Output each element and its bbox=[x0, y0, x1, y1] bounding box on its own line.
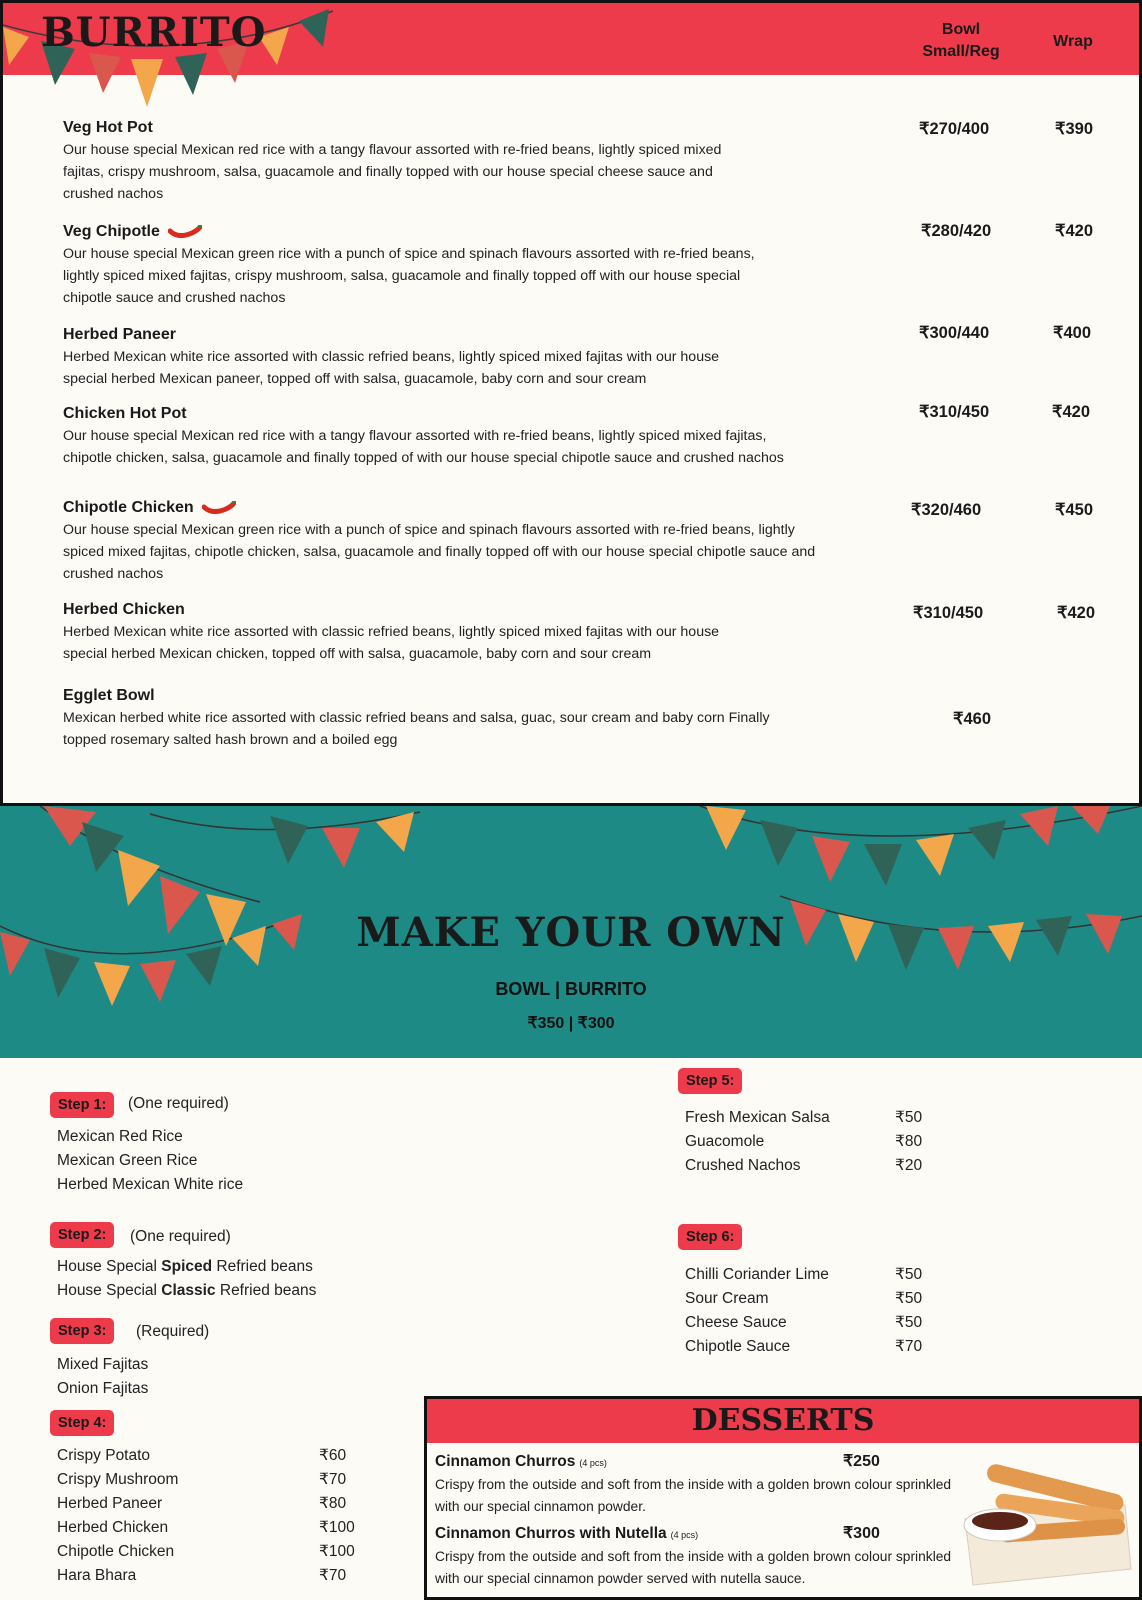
step-2-badge: Step 2: bbox=[50, 1222, 114, 1248]
option-price: ₹50 bbox=[895, 1314, 923, 1331]
bowl-price: ₹280/420 bbox=[921, 222, 992, 240]
option-emphasis: Classic bbox=[161, 1282, 216, 1299]
step-3-badge: Step 3: bbox=[50, 1318, 114, 1344]
list-item bbox=[57, 1540, 357, 1564]
list-item bbox=[685, 1106, 945, 1130]
dessert-qty: (4 pcs) bbox=[670, 1530, 699, 1540]
list-item bbox=[57, 1492, 357, 1516]
step-2-note: (One required) bbox=[130, 1228, 231, 1245]
option-name: Crushed Nachos bbox=[685, 1157, 801, 1174]
item-name: Chicken Hot Pot bbox=[63, 405, 187, 422]
dessert-name: Cinnamon Churros with Nutella bbox=[435, 1525, 667, 1542]
menu-item bbox=[63, 685, 823, 751]
option-price: ₹80 bbox=[319, 1495, 347, 1512]
dessert-name: Cinnamon Churros bbox=[435, 1453, 576, 1470]
step-5-badge: Step 5: bbox=[678, 1068, 742, 1094]
dessert-qty: (4 pcs) bbox=[579, 1458, 607, 1468]
item-name: Chipotle Chicken bbox=[63, 499, 194, 516]
make-your-own-subtitle: BOWL | BURRITO bbox=[495, 979, 647, 999]
burrito-title: BURRITO bbox=[41, 9, 267, 56]
desserts-section bbox=[424, 1396, 1142, 1600]
item-name: Herbed Paneer bbox=[63, 326, 176, 343]
list-item bbox=[57, 1468, 357, 1492]
list-item: Herbed Mexican White rice bbox=[57, 1176, 244, 1193]
item-description: Herbed Mexican white rice assorted with classic refried beans, lightly spiced mixed fajitas with our house special herbed Mexican paneer, topped off with salsa, guacamole, baby corn and sour cream bbox=[63, 349, 720, 387]
make-your-own-title: MAKE YOUR OWN bbox=[356, 909, 786, 956]
step-5-options bbox=[685, 1106, 945, 1178]
step-1-badge: Step 1: bbox=[50, 1092, 114, 1118]
item-name-row bbox=[63, 497, 823, 519]
menu-item bbox=[63, 117, 823, 205]
item-description: Our house special Mexican green rice with a punch of spice and spinach flavours assorted with re-fried beans, lightly spiced mixed fajitas, crispy mushroom, salsa, guacamole and finally topped off with our house special chipotle sauce and crushed nachos bbox=[63, 246, 755, 306]
item-description: Herbed Mexican white rice assorted with classic refried beans, lightly spiced mixed fajitas with our house special herbed Mexican chicken, topped off with salsa, guacamole, baby corn and sour cream bbox=[63, 624, 720, 662]
option-text: House Special bbox=[57, 1282, 162, 1299]
list-item: Mixed Fajitas bbox=[57, 1356, 149, 1373]
dessert-description: Crispy from the outside and soft from the inside with a golden brown colour sprinkled with our special cinnamon powder served with nutella sauce. bbox=[435, 1549, 952, 1586]
bowl-price: ₹460 bbox=[953, 710, 992, 728]
item-name: Veg Hot Pot bbox=[63, 119, 153, 136]
item-description: Our house special Mexican red rice with a tangy flavour assorted with re-fried beans, lightly spiced mixed fajitas, crispy mushroom, salsa, guacamole and finally topped with our house special cheese sauce and crushed nachos bbox=[63, 142, 722, 202]
churros-illustration bbox=[955, 1449, 1135, 1589]
list-item bbox=[685, 1130, 945, 1154]
option-text: Refried beans bbox=[212, 1258, 313, 1275]
option-name: Crispy Mushroom bbox=[57, 1471, 179, 1488]
bowl-price: ₹320/460 bbox=[911, 501, 982, 519]
step-3-options bbox=[57, 1353, 148, 1401]
option-price: ₹20 bbox=[895, 1157, 923, 1174]
option-price: ₹70 bbox=[319, 1567, 347, 1584]
option-name: Fresh Mexican Salsa bbox=[685, 1109, 830, 1126]
option-price: ₹70 bbox=[319, 1471, 347, 1488]
option-price: ₹80 bbox=[895, 1133, 923, 1150]
make-your-own-prices: ₹350 | ₹300 bbox=[527, 1015, 615, 1032]
list-item bbox=[57, 1279, 316, 1303]
option-name: Crispy Potato bbox=[57, 1447, 151, 1464]
wrap-column-header: Wrap bbox=[1053, 33, 1093, 50]
wrap-price: ₹400 bbox=[1053, 324, 1092, 342]
dessert-description: Crispy from the outside and soft from the inside with a golden brown colour sprinkled with our special cinnamon powder. bbox=[435, 1477, 952, 1514]
dessert-price: ₹250 bbox=[843, 1453, 880, 1470]
option-price: ₹50 bbox=[895, 1290, 923, 1307]
option-name: Chipotle Chicken bbox=[57, 1543, 175, 1560]
wrap-price: ₹420 bbox=[1057, 604, 1096, 622]
wrap-price: ₹420 bbox=[1055, 222, 1094, 240]
list-item: Mexican Green Rice bbox=[57, 1152, 198, 1169]
item-name: Herbed Chicken bbox=[63, 601, 185, 618]
list-item bbox=[685, 1263, 945, 1287]
option-name: Guacomole bbox=[685, 1133, 765, 1150]
option-name: Chilli Coriander Lime bbox=[685, 1266, 829, 1283]
step-4-badge: Step 4: bbox=[50, 1410, 114, 1436]
option-price: ₹70 bbox=[895, 1338, 923, 1355]
bowl-column-header bbox=[911, 19, 1011, 63]
list-item bbox=[685, 1287, 945, 1311]
list-item: Mexican Red Rice bbox=[57, 1128, 183, 1145]
bowl-price: ₹270/400 bbox=[919, 120, 990, 138]
option-price: ₹50 bbox=[895, 1109, 923, 1126]
menu-item bbox=[63, 599, 823, 665]
option-name: Herbed Paneer bbox=[57, 1495, 163, 1512]
wrap-price: ₹420 bbox=[1052, 403, 1091, 421]
list-item bbox=[57, 1255, 316, 1279]
step-1-note: (One required) bbox=[128, 1095, 229, 1112]
item-name: Egglet Bowl bbox=[63, 687, 155, 704]
item-name-row bbox=[63, 221, 823, 243]
desserts-title: DESSERTS bbox=[691, 1403, 875, 1438]
item-description: Our house special Mexican red rice with a tangy flavour assorted with re-fried beans, lightly spiced mixed fajitas, chipotle chicken, salsa, guacamole and finally topped of with our house special chipotle sauce and crushed nachos bbox=[63, 428, 784, 466]
wrap-price: ₹390 bbox=[1055, 120, 1094, 138]
chili-icon bbox=[202, 501, 236, 515]
option-text: House Special bbox=[57, 1258, 162, 1275]
menu-item bbox=[63, 497, 823, 585]
menu-item bbox=[63, 324, 823, 390]
item-name: Veg Chipotle bbox=[63, 223, 160, 240]
list-item bbox=[57, 1444, 357, 1468]
item-description: Mexican herbed white rice assorted with classic refried beans and salsa, guac, sour cream and baby corn Finally topped rosemary salted hash brown and a boiled egg bbox=[63, 710, 770, 748]
list-item bbox=[685, 1311, 945, 1335]
option-price: ₹100 bbox=[319, 1543, 355, 1560]
item-description: Our house special Mexican green rice with a punch of spice and spinach flavours assorted with re-fried beans, lightly spiced mixed fajitas, chipotle chicken, salsa, guacamole and finally topped off with our house special chipotle sauce and crushed nachos bbox=[63, 522, 816, 582]
bowl-price: ₹310/450 bbox=[913, 604, 984, 622]
option-name: Hara Bhara bbox=[57, 1567, 137, 1584]
menu-item bbox=[63, 221, 823, 309]
step-6-badge: Step 6: bbox=[678, 1224, 742, 1250]
bowl-header-line2: Small/Reg bbox=[922, 43, 1000, 60]
menu-item bbox=[63, 403, 823, 469]
list-item bbox=[685, 1335, 945, 1359]
dessert-price: ₹300 bbox=[843, 1525, 880, 1542]
option-name: Chipotle Sauce bbox=[685, 1338, 791, 1355]
step-4-options bbox=[57, 1444, 357, 1588]
option-name: Cheese Sauce bbox=[685, 1314, 787, 1331]
list-item bbox=[57, 1564, 357, 1588]
list-item bbox=[685, 1154, 945, 1178]
wrap-price: ₹450 bbox=[1055, 501, 1094, 519]
option-name: Sour Cream bbox=[685, 1290, 769, 1307]
bowl-header-line1: Bowl bbox=[941, 21, 981, 38]
bowl-price: ₹300/440 bbox=[919, 324, 990, 342]
step-6-options bbox=[685, 1263, 945, 1359]
step-1-options bbox=[57, 1125, 243, 1197]
step-3-note: (Required) bbox=[136, 1323, 210, 1340]
chili-icon bbox=[168, 225, 202, 239]
option-price: ₹60 bbox=[319, 1447, 347, 1464]
option-price: ₹50 bbox=[895, 1266, 923, 1283]
step-2-options bbox=[57, 1255, 316, 1303]
option-emphasis: Spiced bbox=[161, 1258, 213, 1275]
option-name: Herbed Chicken bbox=[57, 1519, 169, 1536]
bowl-price: ₹310/450 bbox=[919, 403, 990, 421]
option-price: ₹100 bbox=[319, 1519, 355, 1536]
list-item bbox=[57, 1516, 357, 1540]
option-text: Refried beans bbox=[215, 1282, 317, 1299]
list-item: Onion Fajitas bbox=[57, 1380, 149, 1397]
make-your-own-banner bbox=[0, 806, 1142, 1058]
